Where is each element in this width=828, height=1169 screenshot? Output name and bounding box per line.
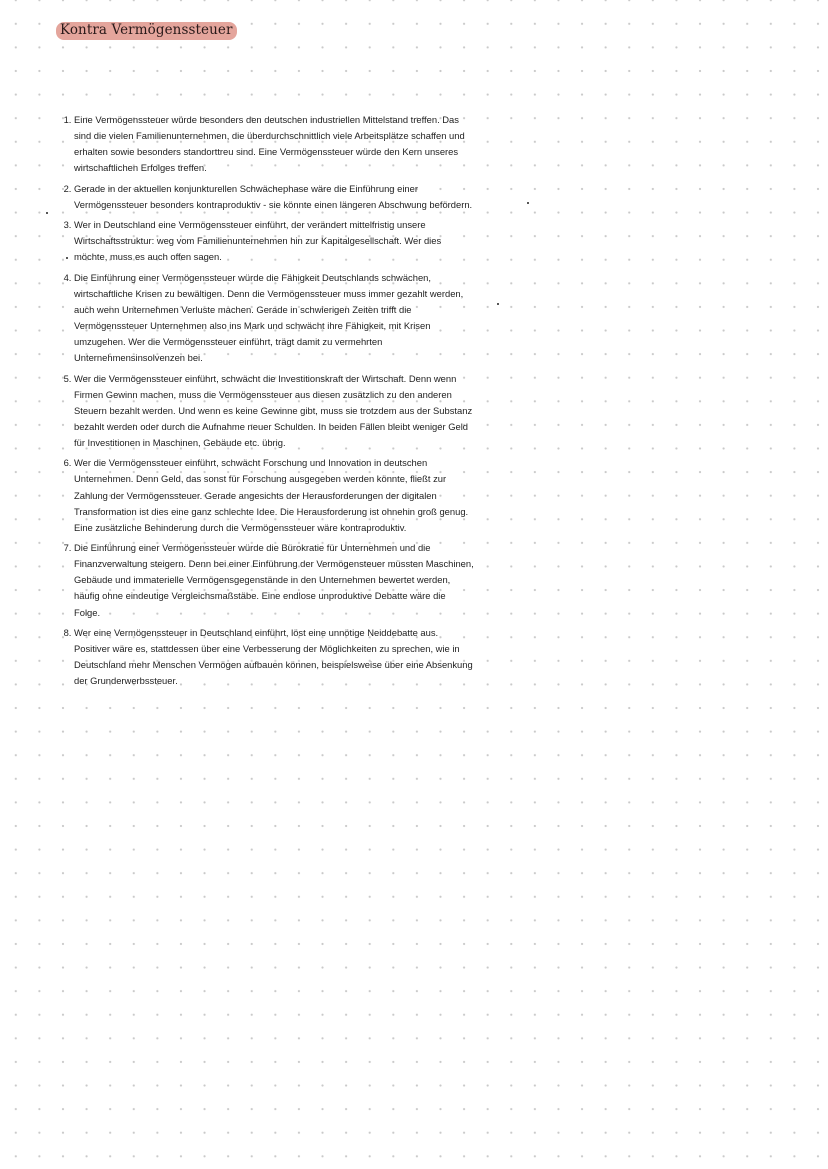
argument-item-1: 1. Eine Vermögenssteuer würde besonders den deutschen industriellen Mittelstand treffen. Das sind die vielen Familienunternehmen, die überdurchschnittlich viele Arbeitsplätze schaffen und erhalten sowie besonders standorttreu sind. Eine Vermögenssteuer würde den Kern unseres wirtschaftlichen Erfolges treffen. [74,112,474,176]
page-title: Kontra Vermögenssteuer [56,22,237,40]
ink-speck [527,202,529,204]
argument-item-6: 6. Wer die Vermögenssteuer einführt, schwächt Forschung und Innovation in deutschen Unternehmen. Denn Geld, das sonst für Forschung ausgegeben werden könnte, fließt zur Zahlung der Vermögenssteuer. Gerade angesichts der Herausforderungen der digitalen Transformation ist dies eine ganz schlechte Idee. Die Herausforderung ist ohnehin groß genug. Eine zusätzliche Behinderung durch die Vermögenssteuer wäre kontraproduktiv. [74,455,474,535]
argument-item-5: 5. Wer die Vermögenssteuer einführt, schwächt die Investitionskraft der Wirtschaft. Denn wenn Firmen Gewinn machen, muss die Vermögenssteuer aus diesen zusätzlich zu den anderen Steuern bezahlt werden. Und wenn es keine Gewinne gibt, muss sie trotzdem aus der Substanz bezahlt werden oder durch die Aufnahme neuer Schulden. In beiden Fällen bleibt weniger Geld für Investitionen in Maschinen, Gebäude etc. übrig. [74,371,474,451]
ink-speck [46,212,48,214]
argument-item-4: 4. Die Einführung einer Vermögenssteuer würde die Fähigkeit Deutschlands schwächen, wirtschaftliche Krisen zu bewältigen. Denn die Vermögenssteuer muss immer gezahlt werden, auch wenn Unternehmen Verluste machen. Gerade in schwierigen Zeiten trifft die Vermögenssteuer Unternehmen also ins Mark und schwächt ihre Fähigkeit, mit Krisen umzugehen. Wer die Vermögenssteuer einführt, trägt damit zu vermehrten Unternehmensinsolvenzen bei. [74,270,474,367]
ink-speck [66,257,68,259]
argument-list [56,112,474,694]
argument-item-2: 2. Gerade in der aktuellen konjunkturellen Schwächephase wäre die Einführung einer Vermögenssteuer besonders kontraproduktiv - sie könnte einen längeren Abschwung befördern. [74,181,474,213]
argument-item-3: 3. Wer in Deutschland eine Vermögenssteuer einführt, der verändert mittelfristig unsere Wirtschaftsstruktur: weg vom Familienunternehmen hin zur Kapitalgesellschaft. Wer dies möchte, muss es auch offen sagen. [74,217,474,265]
argument-item-7: 7. Die Einführung einer Vermögenssteuer würde die Bürokratie für Unternehmen und die Finanzverwaltung steigern. Denn bei einer Einführung der Vermögensteuer müssten Maschinen, Gebäude und immaterielle Vermögensgegenstände in den Unternehmen bewertet werden, häufig ohne eindeutige Vergleichsmaßstäbe. Eine endlose unproduktive Debatte wäre die Folge. [74,540,474,620]
ink-speck [497,303,499,305]
argument-item-8: 8. Wer eine Vermögenssteuer in Deutschland einführt, löst eine unnötige Neiddebatte aus. Positiver wäre es, stattdessen über eine Verbesserung der Möglichkeiten zu sprechen, wie in Deutschland mehr Menschen Vermögen aufbauen können, beispielsweise über eine Absenkung der Grunderwerbssteuer. [74,625,474,689]
